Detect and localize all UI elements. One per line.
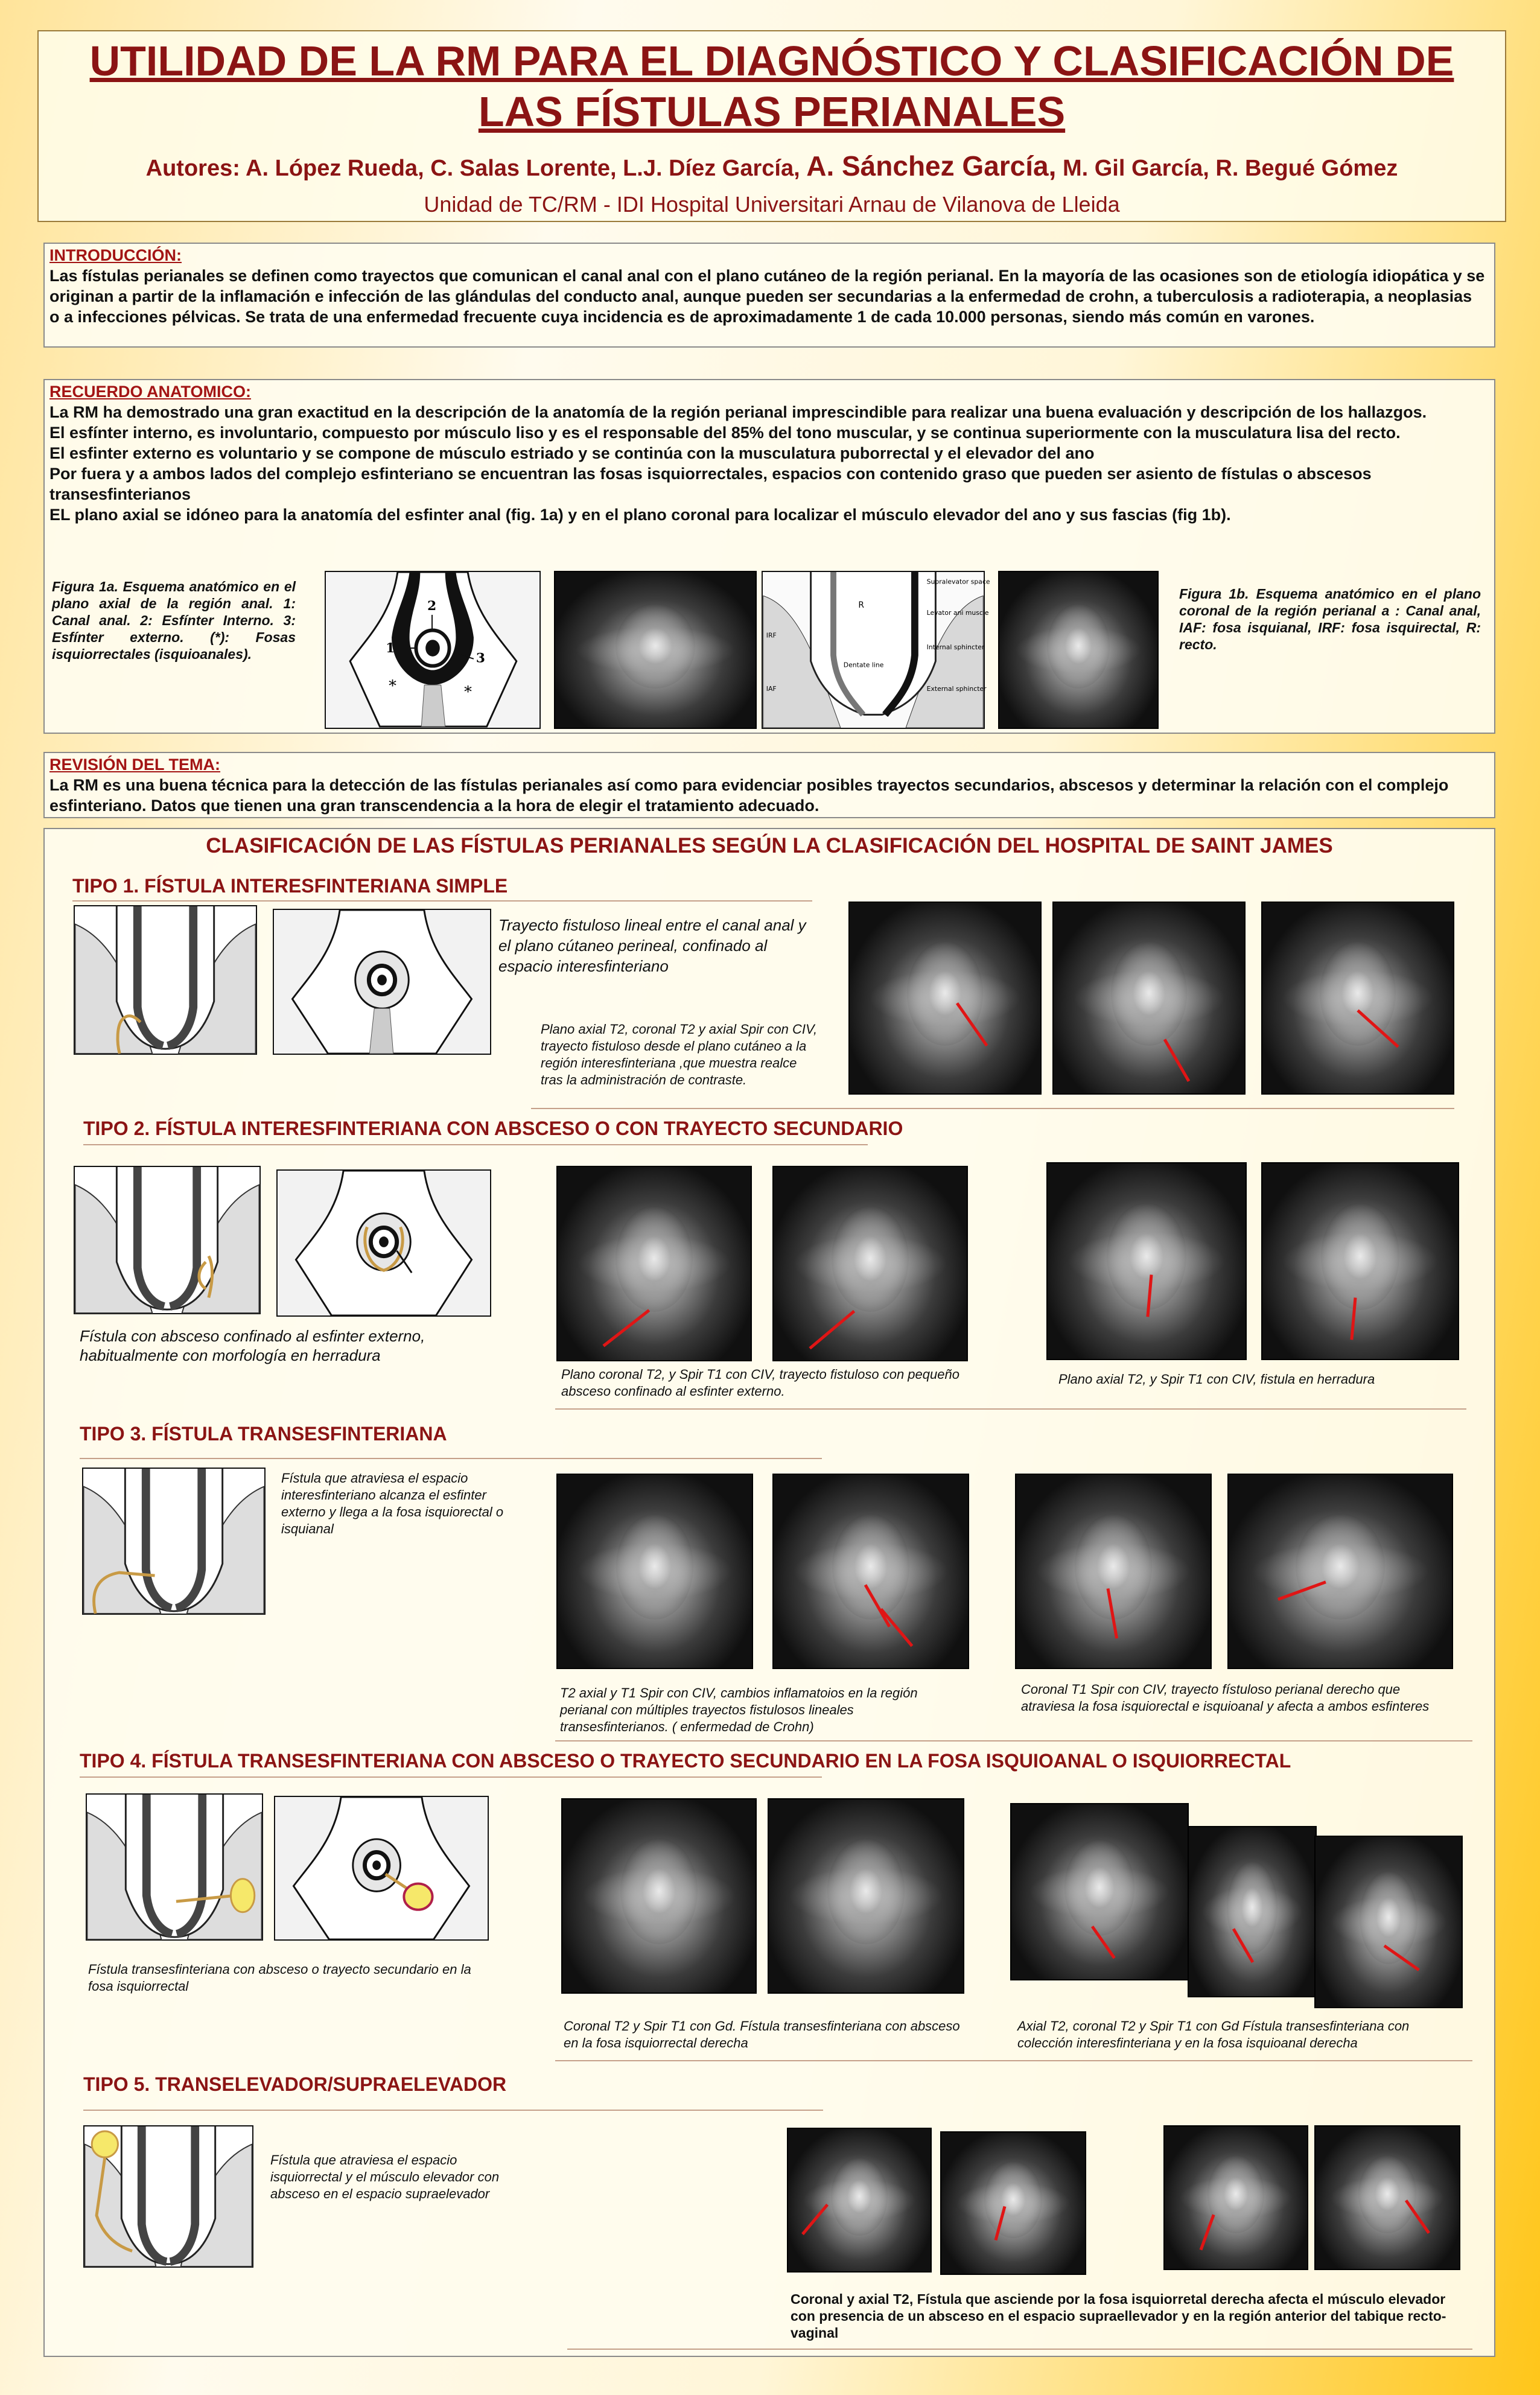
fig1b-coronal-schematic <box>762 571 990 729</box>
tipo4-coronal-schematic <box>86 1793 263 1941</box>
tipo5-mri-axial-t2-2 <box>1314 2125 1460 2270</box>
tipo2-axial-schematic <box>276 1169 491 1317</box>
anatomy-text <box>49 402 1486 525</box>
tipo3-coronal-schematic <box>82 1468 266 1615</box>
svg-text:Supralevator space: Supralevator space <box>926 577 990 586</box>
fig1a-mri <box>554 571 757 729</box>
tipo3-rule <box>80 1458 822 1459</box>
tipo1-mri-axial-spir <box>1261 902 1454 1095</box>
anatomy-p4: Por fuera y a ambos lados del complejo esfinteriano se encuentran las fosas isquiorrectales, espacios con contenido graso que pueden ser asiento de fístulas o abscesos transesfinterianos <box>49 465 1372 503</box>
svg-text:*: * <box>464 682 472 701</box>
fig1a-label-2: 2 <box>427 599 437 614</box>
svg-text:Internal sphincter: Internal sphincter <box>926 643 985 652</box>
anatomy-p2: El esfínter interno, es involuntario, compuesto por músculo liso y es el responsable del 85% del tono muscular, y se continua superiormente con la musculatura lisa del recto. <box>49 424 1401 442</box>
tipo3-mri-axial-t2 <box>556 1474 753 1669</box>
tipo4-axial-schematic <box>274 1796 489 1941</box>
tipo4-title: TIPO 4. FÍSTULA TRANSESFINTERIANA CON ABSCESO O TRAYECTO SECUNDARIO EN LA FOSA ISQUIOANAL O ISQUIORRECTAL <box>80 1750 1291 1772</box>
tipo3-bottom-rule <box>555 1740 1472 1741</box>
tipo4-bottom-rule <box>555 2060 1472 2061</box>
svg-text:Levator ani muscle: Levator ani muscle <box>926 608 989 617</box>
tipo2-caption-1: Plano coronal T2, y Spir T1 con CIV, trayecto fistuloso con pequeño absceso confinado al esfinter externo. <box>561 1367 959 1399</box>
author-2: C. Salas Lorente, <box>430 156 617 181</box>
fig1a-label-1: 1 <box>386 640 395 656</box>
tipo5-description: Fístula que atraviesa el espacio isquiorrectal y el músculo elevador con absceso en el espacio supraelevador <box>270 2152 500 2201</box>
tipo2-mri-coronal-t2 <box>556 1166 752 1361</box>
tipo2-caption-2: Plano axial T2, y Spir T1 con CIV, fistula en herradura <box>1058 1372 1375 1387</box>
tipo3-title: TIPO 3. FÍSTULA TRANSESFINTERIANA <box>80 1423 447 1445</box>
tipo2-coronal-schematic <box>74 1166 261 1314</box>
review-title: REVISIÓN DEL TEMA: <box>49 755 221 774</box>
authors-line <box>39 150 1505 182</box>
tipo3-caption-2: Coronal T1 Spir con CIV, trayecto fístuloso perianal derecho que atraviesa la fosa isquiorectal e isquioanal y afecta a ambos esfinteres <box>1021 1682 1430 1714</box>
tipo5-rule <box>83 2110 823 2111</box>
tipo2-title: TIPO 2. FÍSTULA INTERESFINTERIANA CON ABSCESO O CON TRAYECTO SECUNDARIO <box>83 1118 903 1139</box>
tipo1-bottom-rule <box>531 1108 1454 1109</box>
affiliation: Unidad de TC/RM - IDI Hospital Universitari Arnau de Vilanova de Lleida <box>424 192 1120 217</box>
anatomy-p5: EL plano axial se idóneo para la anatomía del esfinter anal (fig. 1a) y en el plano coronal para localizar el músculo elevador del ano y sus fascias (fig 1b). <box>49 506 1231 524</box>
authors-prefix: Autores: <box>145 156 240 181</box>
intro-box <box>43 243 1495 348</box>
fig1b-label-r: R <box>858 600 864 611</box>
tipo4-mri-spir <box>1314 1836 1463 2008</box>
anatomy-p3: El esfinter externo es voluntario y se compone de músculo estriado y se continúa con la musculatura puborrectal y el elevador del ano <box>49 444 1095 462</box>
author-5: M. Gil García, R. Begué Gómez <box>1062 156 1398 181</box>
tipo3-description: Fístula que atraviesa el espacio interesfinteriano alcanza el esfinter externo y llega a la fosa isquiorectal o isquianal <box>281 1471 504 1536</box>
anatomy-title: RECUERDO ANATOMICO: <box>49 383 251 401</box>
tipo1-rule <box>72 900 812 902</box>
author-3: L.J. Díez García, <box>623 156 800 181</box>
tipo5-title: TIPO 5. TRANSELEVADOR/SUPRAELEVADOR <box>83 2073 507 2095</box>
fig1a-label-3: 3 <box>476 650 485 666</box>
poster-title-line1: UTILIDAD DE LA RM PARA EL DIAGNÓSTICO Y CLASIFICACIÓN DE <box>89 37 1454 84</box>
tipo5-caption: Coronal y axial T2, Fístula que asciende por la fosa isquiorretal derecha afecta el músculo elevador con presencia de un absceso en el espacio supraellevador y en la región anterior del tabique recto-vaginal <box>791 2291 1446 2341</box>
poster-title-line2: LAS FÍSTULAS PERIANALES <box>478 88 1066 135</box>
tipo4-mri-coronal-t2-2 <box>1188 1826 1317 1997</box>
tipo4-description: Fístula transesfinteriana con absceso o trayecto secundario en la fosa isquiorrectal <box>88 1962 471 1994</box>
anatomy-box <box>43 379 1495 734</box>
tipo1-caption: Plano axial T2, coronal T2 y axial Spir con CIV, trayecto fistuloso desde el plano cutáneo a la región interesfinteriana ,que muestra realce tras la administración de contraste. <box>541 1022 818 1087</box>
tipo5-bottom-rule <box>567 2349 1472 2350</box>
tipo2-description: Fístula con absceso confinado al esfinter externo, habitualmente con morfología en herradura <box>80 1327 425 1364</box>
tipo4-mri-coronal-t2 <box>561 1798 757 1994</box>
tipo2-mri-axial-spir <box>1261 1162 1459 1360</box>
tipo4-rule <box>80 1776 822 1778</box>
tipo1-description: Trayecto fistuloso lineal entre el canal anal y el plano cútaneo perineal, confinado al espacio interesfinteriano <box>498 916 806 975</box>
header-box <box>37 30 1506 222</box>
svg-text:*: * <box>389 676 396 695</box>
tipo1-coronal-schematic <box>74 905 257 1055</box>
tipo3-mri-axial-spir <box>772 1474 969 1669</box>
tipo5-mri-axial-t2-1 <box>1163 2125 1308 2270</box>
anatomy-p1: La RM ha demostrado una gran exactitud en la descripción de la anatomía de la región perianal imprescindible para realizar una buena evaluación y descripción de los hallazgos. <box>49 403 1427 421</box>
tipo4-caption-1: Coronal T2 y Spir T1 con Gd. Fístula transesfinteriana con absceso en la fosa isquiorrectal derecha <box>564 2018 960 2050</box>
tipo4-mri-axial-t2 <box>1010 1803 1189 1980</box>
tipo1-mri-axial-t2 <box>848 902 1042 1095</box>
tipo3-mri-coronal-spir-2 <box>1227 1474 1453 1669</box>
fig1a-axial-schematic <box>325 571 541 729</box>
fig1a-caption: Figura 1a. Esquema anatómico en el plano axial de la región anal. 1: Canal anal. 2: Esfínter Interno. 3: Esfínter externo. (*): Fosas isquiorrectales (isquioanales). <box>52 579 296 662</box>
tipo2-mri-axial-t2 <box>1046 1162 1247 1360</box>
tipo5-mri-coronal-t2-1 <box>787 2128 932 2273</box>
review-box <box>43 752 1495 818</box>
classification-title: CLASIFICACIÓN DE LAS FÍSTULAS PERIANALES SEGÚN LA CLASIFICACIÓN DEL HOSPITAL DE SAINT JAMES <box>206 834 1333 857</box>
fig1b-caption: Figura 1b. Esquema anatómico en el plano coronal de la región perianal a : Canal anal, IAF: fosa isquianal, IRF: fosa isquirectal, R: recto. <box>1179 586 1481 652</box>
svg-text:IAF: IAF <box>766 684 777 693</box>
tipo3-mri-coronal-spir <box>1015 1474 1212 1669</box>
tipo2-mri-coronal-spir <box>772 1166 968 1361</box>
tipo2-rule <box>83 1144 868 1145</box>
tipo5-mri-coronal-t2-2 <box>940 2131 1086 2275</box>
tipo1-mri-coronal-t2 <box>1052 902 1246 1095</box>
intro-title: INTRODUCCIÓN: <box>49 246 182 264</box>
tipo4-caption-2: Axial T2, coronal T2 y Spir T1 con Gd Fístula transesfinteriana con colección interesfinteriana y en la fosa isquioanal derecha <box>1017 2018 1410 2050</box>
intro-text: Las fístulas perianales se definen como trayectos que comunican el canal anal con el plano cutáneo de la región perianal. En la mayoría de las ocasiones son de etiología idiopática y se originan a partir de la inflamación e infección de las glándulas del conducto anal, aunque pueden ser secundarias a la enfermedad de crohn, a tuberculosis a radioterapia, a neoplasias o a infecciones pélvicas. Se trata de una enfermedad frecuente cuya incidencia es de aproximadamente 1 de cada 10.000 personas, siendo más común en varones. <box>49 267 1485 326</box>
author-1: A. López Rueda, <box>246 156 424 181</box>
svg-text:IRF: IRF <box>766 631 777 640</box>
tipo5-coronal-schematic <box>83 2125 253 2268</box>
tipo2-bottom-rule <box>555 1408 1466 1410</box>
review-text: La RM es una buena técnica para la detección de las fístulas perianales así como para evidenciar posibles trayectos secundarios, abscesos y determinar la relación con el complejo esfinteriano. Datos que tienen una gran transcendencia a la hora de elegir el tratamiento adecuado. <box>49 776 1449 815</box>
tipo3-caption-1: T2 axial y T1 Spir con CIV, cambios inflamatoios en la región perianal con múltiples trayectos fistulosos lineales transesfinterianos. ( enfermedad de Crohn) <box>560 1685 918 1734</box>
tipo1-axial-schematic <box>273 909 491 1055</box>
tipo4-mri-coronal-spir <box>768 1798 964 1994</box>
fig1b-mri <box>998 571 1159 729</box>
author-4: A. Sánchez García, <box>806 150 1057 182</box>
svg-text:Dentate line: Dentate line <box>843 661 884 669</box>
svg-text:External sphincter: External sphincter <box>926 684 987 693</box>
tipo1-title: TIPO 1. FÍSTULA INTERESFINTERIANA SIMPLE <box>72 875 508 897</box>
